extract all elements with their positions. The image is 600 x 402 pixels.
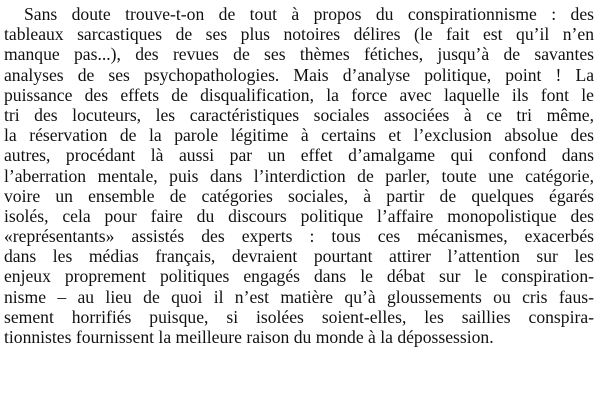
text-line-4: analyses de ses psychopathologies. Mais d’analyse politique, point ! La [4,64,594,85]
text-line-8: autres, procédant là aussi par un effet d’amalgame qui confond dans [4,145,594,166]
text-line-15: nisme – au lieu de quoi il n’est matière qu’à gloussements ou cris faus- [4,286,594,307]
text-line-14: enjeux proprement politiques engagés dans le débat sur le conspiration- [4,266,594,287]
text-line-6: tri des locuteurs, les caractéristiques sociales associées à ce tri même, [4,104,594,125]
text-line-11: isolés, cela pour faire du discours politique l’affaire monopolistique des [4,205,594,226]
text-page [4,4,594,347]
text-line-3: manque pas...), des revues de ses thèmes fétiches, jusqu’à de savantes [4,44,594,65]
text-line-16: sement horrifiés puisque, si isolées soient-elles, les saillies conspira- [4,306,594,327]
text-line-5: puissance des effets de disqualification, la force avec laquelle ils font le [4,84,594,105]
text-line-13: dans les médias français, devraient pourtant attirer l’attention sur les [4,246,594,267]
text-line-9: l’aberration mentale, puis dans l’interdiction de parler, toute une catégorie, [4,165,594,186]
text-line-7: la réservation de la parole légitime à certains et l’exclusion absolue des [4,125,594,146]
text-line-2: tableaux sarcastiques de ses plus notoires délires (le fait est qu’il n’en [4,24,594,45]
body-paragraph [4,4,594,347]
text-line-1: Sans doute trouve-t-on de tout à propos du conspirationnisme : des [24,4,594,24]
text-line-12: «représentants» assistés des experts : tous ces mécanismes, exacerbés [4,226,594,247]
text-line-10: voire un ensemble de catégories sociales, à partir de quelques égarés [4,185,594,206]
text-line-17: tionnistes fournissent la meilleure raison du monde à la dépossession. [4,327,494,347]
